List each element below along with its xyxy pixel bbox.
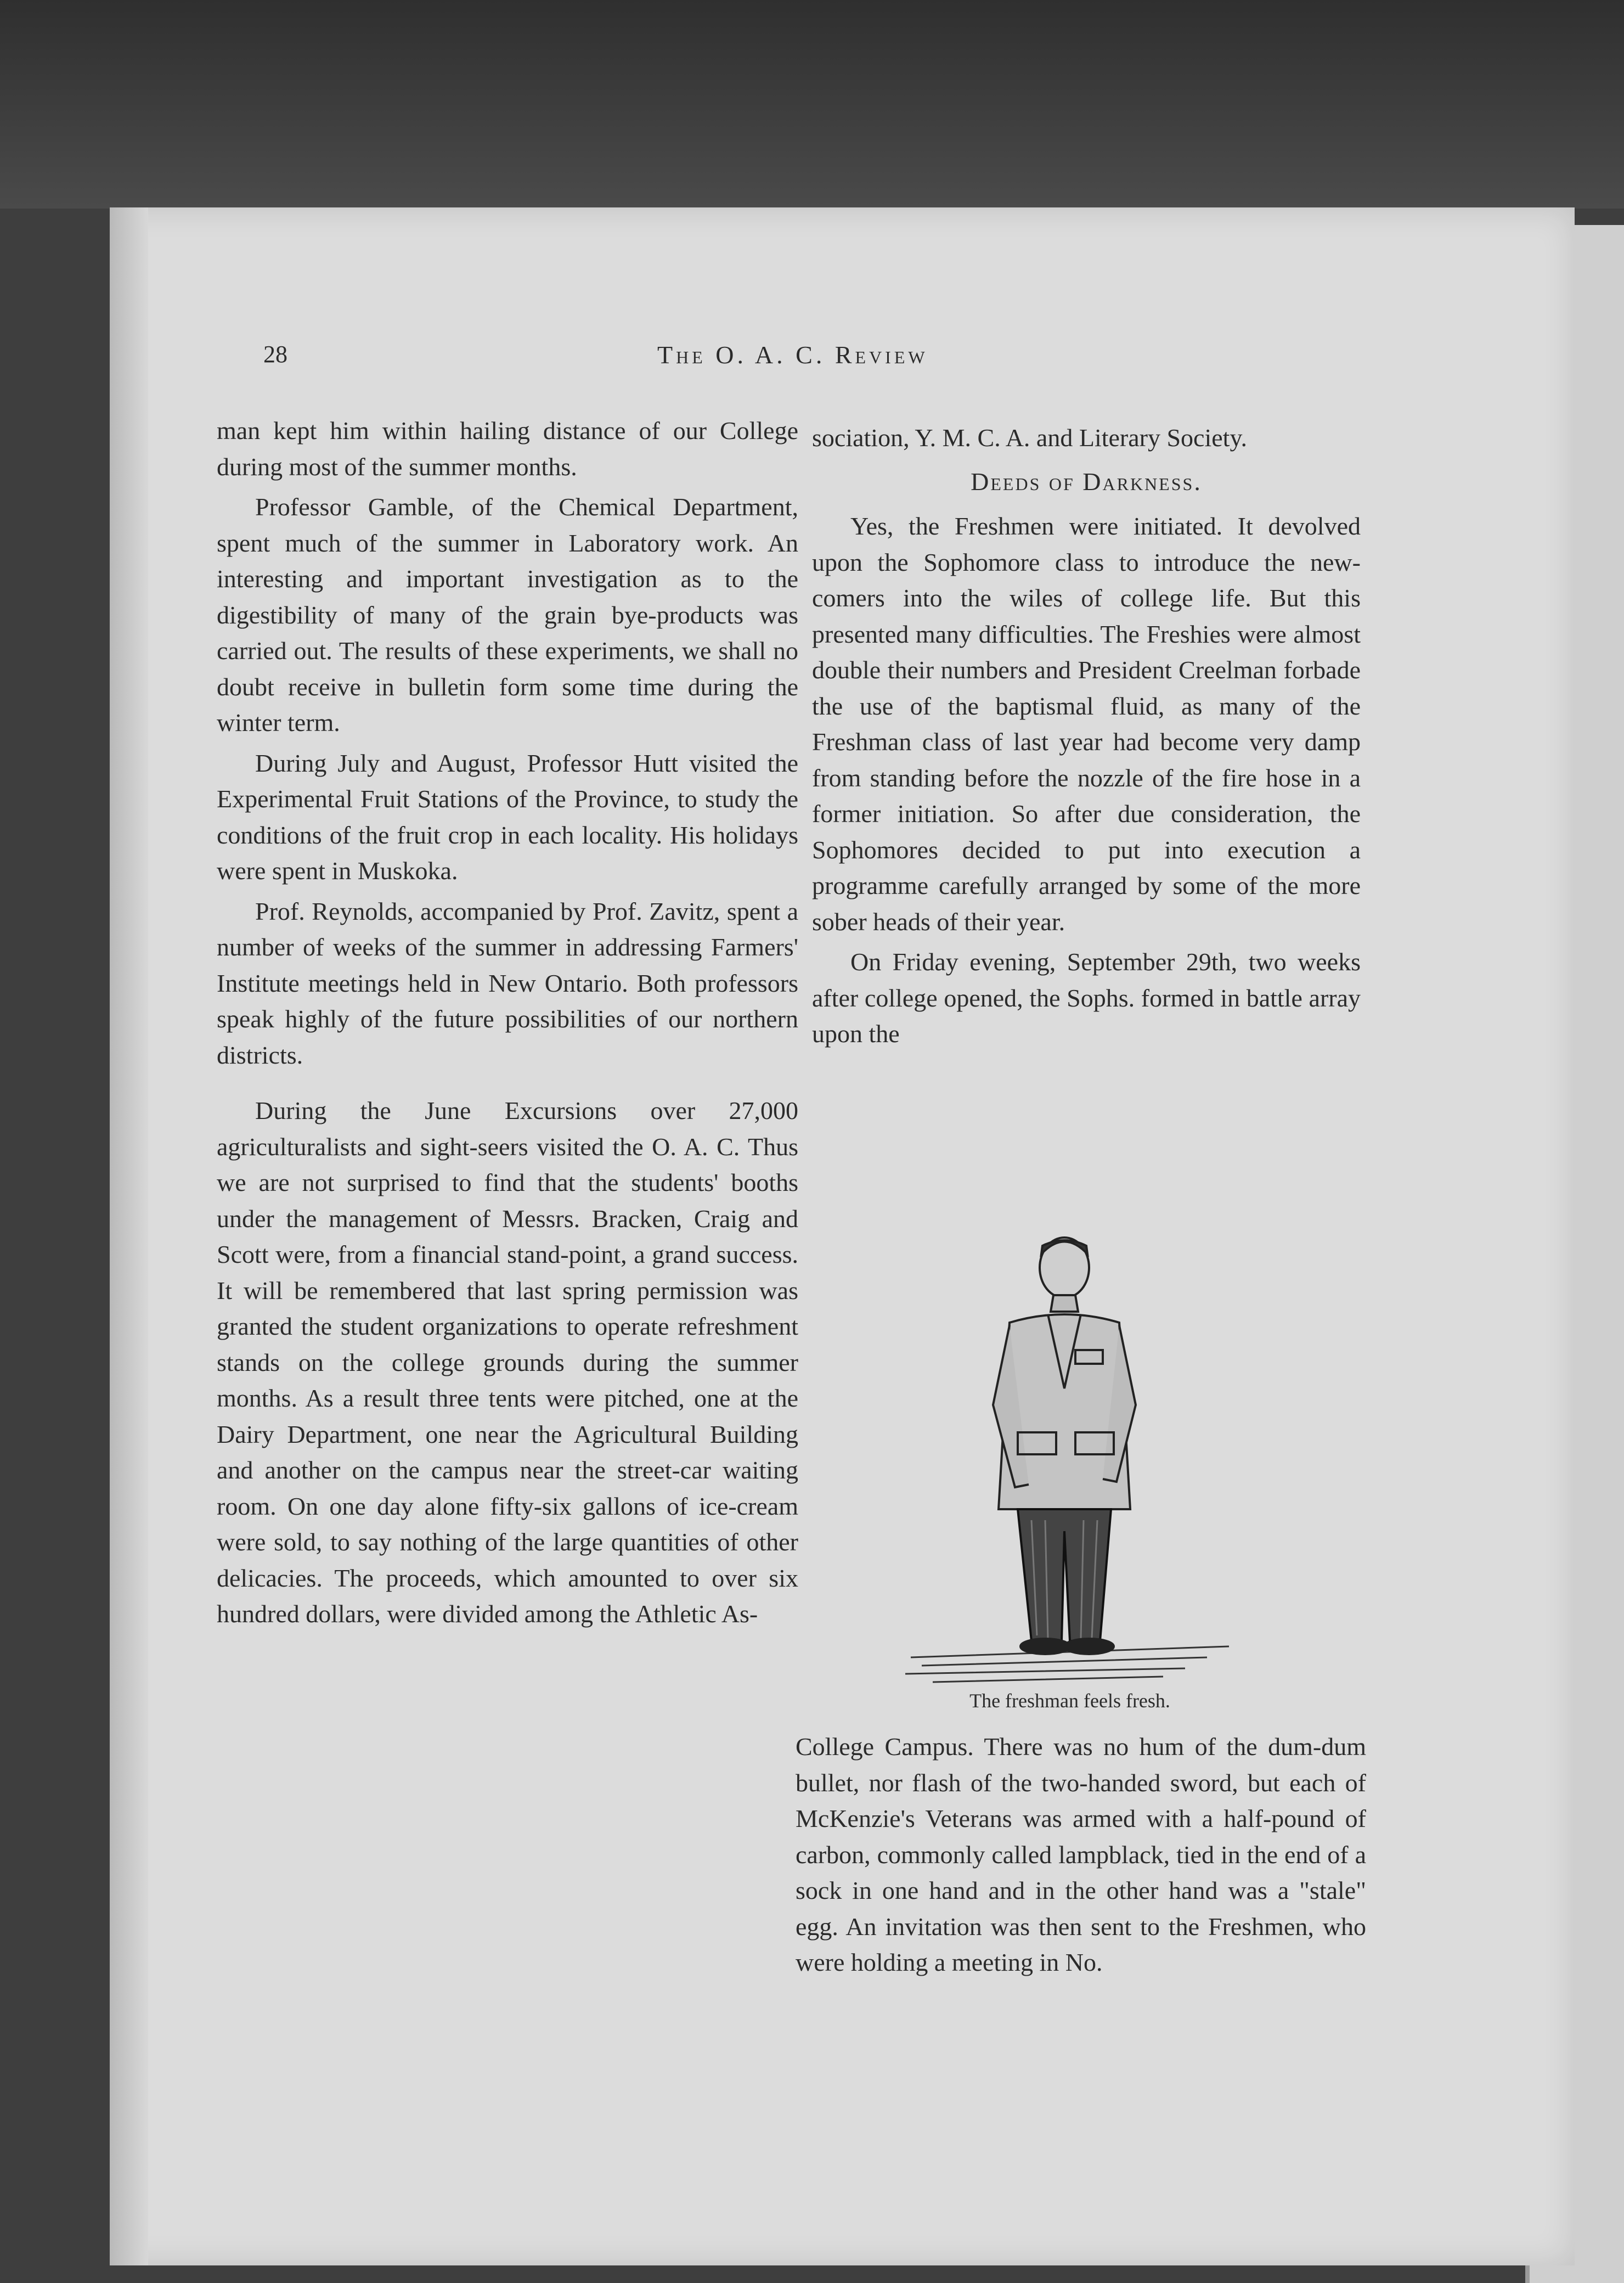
page-number: 28: [263, 341, 287, 368]
figure-caption: The freshman feels fresh.: [969, 1690, 1170, 1712]
freshman-drawing: [900, 1224, 1240, 1690]
paragraph: sociation, Y. M. C. A. and Literary Society.: [812, 424, 1247, 452]
running-head: The O. A. C. Review: [657, 341, 928, 369]
paragraph: man kept him within hailing distance of our College during most of the summer months.: [217, 417, 798, 481]
paragraph: Yes, the Freshmen were initiated. It devolved upon the Sophomore class to introduce the new-comers into the wiles of college life. But this presented many difficulties. The Freshies were almost double their numbers and President Creelman forbade the use of the baptismal fluid, as many of the Freshman class of last year had become very damp from standing before the nozzle of the fire hose in a former initiation. So after due consideration, the Sophomores decided to put into execution a programme carefully arranged by some of the more sober heads of their year.: [812, 512, 1361, 936]
left-column: [217, 413, 798, 1632]
right-column: [812, 420, 1361, 1052]
right-column-continued: [796, 1729, 1366, 1981]
paragraph: On Friday evening, September 29th, two weeks after college opened, the Sophs. formed in battle array upon the: [812, 948, 1361, 1048]
page-header: [263, 340, 1361, 379]
freshman-illustration: [900, 1224, 1240, 1690]
paragraph: Prof. Reynolds, accompanied by Prof. Zavitz, spent a number of weeks of the summer in addressing Farmers' Institute meetings held in New Ontario. Both professors speak highly of the future possibilities of our northern districts.: [217, 897, 798, 1069]
scan-background: [0, 0, 1624, 209]
section-heading: Deeds of Darkness.: [971, 467, 1202, 496]
paragraph: Professor Gamble, of the Chemical Department, spent much of the summer in Laboratory work. An interesting and important investigation as to the digestibility of many of the grain bye-products was carried out. The results of these experiments, we shall no doubt receive in bulletin form some time during the winter term.: [217, 493, 798, 736]
page-gutter: [110, 207, 148, 2265]
paragraph: College Campus. There was no hum of the dum-dum bullet, nor flash of the two-handed sword, but each of McKenzie's Veterans was armed with a half-pound of carbon, commonly called lampblack, tied in the end of a sock in one hand and in the other hand was a "stale" egg. An invitation was then sent to the Freshmen, who were holding a meeting in No.: [796, 1733, 1366, 1976]
paragraph: During July and August, Professor Hutt visited the Experimental Fruit Stations of the Province, to study the conditions of the fruit crop in each locality. His holidays were spent in Muskoka.: [217, 749, 798, 885]
paragraph: During the June Excursions over 27,000 agriculturalists and sight-seers visited the O. A. C. Thus we are not surprised to find that the students' booths under the management of Messrs. Bracken, Craig and Scott were, from a financial stand-point, a grand success. It will be remembered that last spring permission was granted the student organizations to operate refreshment stands on the college grounds during the summer months. As a result three tents were pitched, one at the Dairy Department, one near the Agricultural Building and another on the campus near the street-car waiting room. On one day alone fifty-six gallons of ice-cream were sold, to say nothing of the large quantities of other delicacies. The proceeds, which amounted to over six hundred dollars, were divided among the Athletic As-: [217, 1096, 798, 1628]
